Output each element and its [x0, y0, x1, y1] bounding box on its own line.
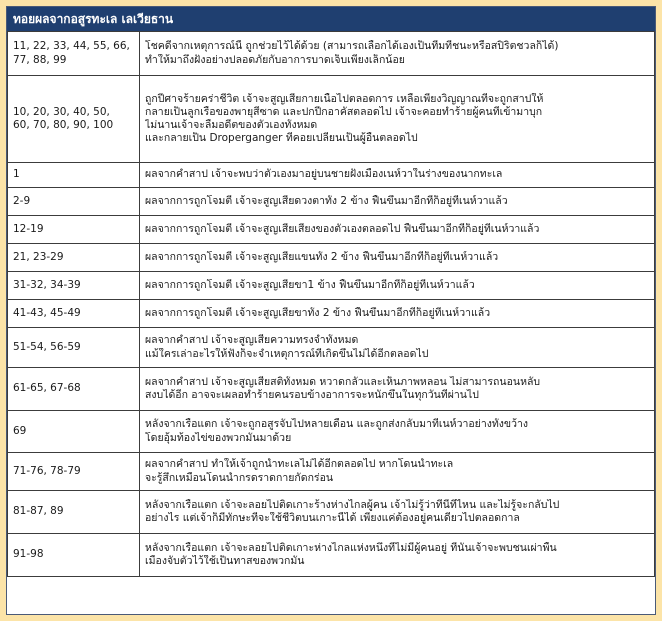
roll-text: 41-43, 45-49 — [13, 306, 81, 319]
roll-text: 10, 20, 30, 40, 50, — [13, 105, 110, 118]
roll-cell — [8, 272, 140, 300]
effect-text: โดยอุ้มท้องไข่ของพวกมันมาด้วย — [145, 431, 292, 444]
effect-cell — [140, 368, 655, 411]
effect-cell — [140, 163, 655, 188]
roll-cell — [8, 534, 140, 577]
table-row — [8, 453, 655, 491]
effect-text: โชคดีจากเหตุการณ์นี้ ถูกช่วยไว้ได้ด้วย (สามารถเลือกได้เองเป็นทีมที่ชนะหรือสปิริตชวลก็ได้) — [145, 40, 559, 53]
roll-text: 81-87, 89 — [13, 505, 64, 518]
roll-text: 21, 23-29 — [13, 250, 64, 263]
roll-cell — [8, 300, 140, 328]
effect-text: ผลจากคำสาป เจ้าจะสูญเสียสติทั้งหมด หวาดกลัวและเห็นภาพหลอน ไม่สามารถนอนหลับ — [145, 375, 541, 388]
table-row — [8, 534, 655, 577]
effect-text: หลังจากเรือแตก เจ้าจะลอยไปติดเกาะห่างไกลแห่งหนึ่งที่ไม่มีผู้คนอยู่ ที่นั่นเจ้าจะพบชนเผ่าพื้น — [145, 541, 557, 554]
effect-cell — [140, 32, 655, 76]
effect-text: ผลจากคำสาป เจ้าจะพบว่าตัวเองมาอยู่บนชายฝั่งเมืองเนห์วาในร่างของนากทะเล — [145, 168, 503, 181]
effect-text: ผลจากการถูกโจมตี เจ้าจะสูญเสียขาทั้ง 2 ข้าง ฟื้นขึ้นมาอีกทีก็อยู่ที่เนห์วาแล้ว — [145, 306, 491, 319]
effect-text: ผลจากคำสาป ทำให้เจ้าถูกน้ำทะเลไม่ได้อีกตลอดไป หากโดนน้ำทะเล — [145, 458, 454, 471]
roll-cell — [8, 163, 140, 188]
effect-cell — [140, 453, 655, 491]
effect-text: เมืองจับตัวไว้ใช้เป็นทาสของพวกมัน — [145, 555, 305, 567]
table-row — [8, 368, 655, 411]
effect-text: แม้ใครเล่าอะไรให้ฟังก็จะจำเหตุการณ์ที่เกิดขึ้นไม่ได้อีกตลอดไป — [145, 347, 429, 360]
table-frame — [6, 6, 656, 615]
result-table — [7, 31, 655, 577]
roll-text: 71-76, 78-79 — [13, 464, 81, 477]
effect-text: ผลจากการถูกโจมตี เจ้าจะสูญเสียขา1 ข้าง ฟื้นขึ้นมาอีกทีก็อยู่ที่เนห์วาแล้ว — [145, 278, 475, 291]
effect-text: ถูกปีศาจร้ายคร่าชีวิต เจ้าจะสูญเสียกายเนื้อไปตลอดการ เหลือเพียงวิญญาณที่จะถูกสาปให้ — [145, 92, 544, 105]
roll-cell — [8, 328, 140, 368]
table-row — [8, 272, 655, 300]
effect-text: และกลายเป็น Droperganger ที่คอยเปลี่ยนเป็นผู้อื่นตลอดไป — [145, 132, 418, 145]
effect-cell — [140, 216, 655, 244]
table-title: ทอยผลจากอสูรทะเล เลเวียธาน — [7, 7, 655, 31]
roll-cell — [8, 453, 140, 491]
roll-cell — [8, 76, 140, 163]
effect-cell — [140, 272, 655, 300]
roll-cell — [8, 491, 140, 534]
roll-text: 51-54, 56-59 — [13, 340, 81, 353]
table-row — [8, 300, 655, 328]
roll-cell — [8, 368, 140, 411]
table-row — [8, 32, 655, 76]
effect-text: ทำให้มาถึงฝั่งอย่างปลอดภัยกับอาการบาดเจ็บเพียงเล็กน้อย — [145, 53, 405, 66]
effect-text: ไม่นานเจ้าจะลืมอดีตของตัวเองทั้งหมด — [145, 119, 318, 131]
effect-cell — [140, 328, 655, 368]
table-row — [8, 491, 655, 534]
effect-cell — [140, 244, 655, 272]
effect-text: ผลจากการถูกโจมตี เจ้าจะสูญเสียเสียงของตัวเองตลอดไป ฟื้นขึ้นมาอีกทีก็อยู่ที่เนห์วาแล้ว — [145, 222, 540, 235]
effect-text: ผลจากคำสาป เจ้าจะสูญเสียความทรงจำทั้งหมด — [145, 334, 359, 347]
effect-text: อย่างไร แต่เจ้าก็มีทักษะที่จะใช้ชีวิตบนเกาะนี้ได้ เพียงแค่ต้องอยู่คนเดียวไปตลอดกาล — [145, 512, 520, 524]
table-row — [8, 216, 655, 244]
table-row — [8, 411, 655, 453]
roll-cell — [8, 32, 140, 76]
roll-text: 77, 88, 99 — [13, 53, 67, 66]
effect-cell — [140, 534, 655, 577]
effect-cell — [140, 188, 655, 216]
effect-text: หลังจากเรือแตก เจ้าจะถูกอสูรจับไปหลายเดือน และถูกส่งกลับมาที่เนห์วาอย่างทั้งขว้าง — [145, 418, 528, 431]
table-row — [8, 76, 655, 163]
result-table-body — [8, 32, 655, 577]
effect-text: สงบได้อีก อาจจะเผลอทำร้ายคนรอบข้างอาการจะหนักขึ้นในทุกวันที่ผ่านไป — [145, 389, 479, 401]
effect-text: ผลจากการถูกโจมตี เจ้าจะสูญเสียดวงตาทั้ง 2 ข้าง ฟื้นขึ้นมาอีกทีก็อยู่ที่เนห์วาแล้ว — [145, 194, 508, 207]
table-row — [8, 163, 655, 188]
effect-text: กลายเป็นลูกเรือของพายุสีซาด และปกปีกอาคัสตลอดไป เจ้าจะคอยทำร้ายผู้คนที่เข้ามาบุก — [145, 105, 543, 118]
roll-text: 12-19 — [13, 222, 44, 235]
effect-cell — [140, 300, 655, 328]
table-row — [8, 188, 655, 216]
effect-text: ผลจากการถูกโจมตี เจ้าจะสูญเสียแขนทั้ง 2 ข้าง ฟื้นขึ้นมาอีกทีก็อยู่ที่เนห์วาแล้ว — [145, 250, 499, 263]
roll-cell — [8, 188, 140, 216]
roll-cell — [8, 411, 140, 453]
roll-text: 91-98 — [13, 548, 44, 561]
effect-text: จะรู้สึกเหมือนโดนน้ำกรดราดกายกัดกร่อน — [145, 471, 334, 484]
roll-cell — [8, 244, 140, 272]
roll-text: 60, 70, 80, 90, 100 — [13, 119, 114, 131]
roll-text: 31-32, 34-39 — [13, 278, 81, 291]
table-row — [8, 244, 655, 272]
roll-text: 11, 22, 33, 44, 55, 66, — [13, 40, 130, 53]
effect-cell — [140, 411, 655, 453]
roll-cell — [8, 216, 140, 244]
roll-text: 1 — [13, 168, 20, 181]
effect-text: หลังจากเรือแตก เจ้าจะลอยไปติดเกาะร้างห่างไกลผู้คน เจ้าไม่รู้ว่าที่นี่ที่ไหน และไม่รู้จะกลับไป — [145, 498, 560, 511]
effect-cell — [140, 76, 655, 163]
roll-text: 2-9 — [13, 194, 31, 207]
roll-text: 61-65, 67-68 — [13, 382, 81, 395]
table-row — [8, 328, 655, 368]
effect-cell — [140, 491, 655, 534]
roll-text: 69 — [13, 424, 27, 437]
